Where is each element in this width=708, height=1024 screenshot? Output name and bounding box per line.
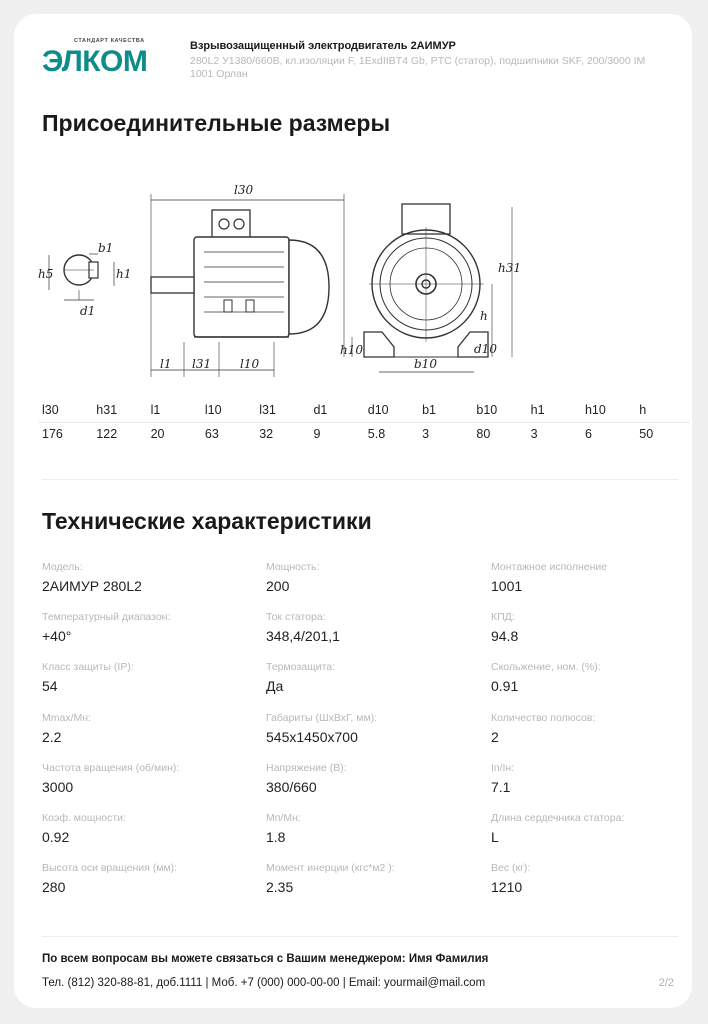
label-l1: l1	[160, 357, 172, 371]
dim-header: l1	[147, 398, 201, 423]
spec-label: Mп/Mн:	[266, 812, 301, 824]
spec-label: Скольжение, ном. (%):	[491, 661, 601, 673]
spec-ip-class	[42, 661, 134, 694]
label-h1: h1	[116, 267, 132, 281]
label-l30: l30	[234, 183, 254, 197]
spec-voltage	[266, 762, 347, 795]
section-divider	[42, 479, 678, 480]
spec-label: Мощность:	[266, 561, 320, 573]
label-h10: h10	[340, 343, 363, 357]
spec-core-length	[491, 812, 624, 845]
spec-value: 2.35	[266, 879, 294, 895]
dim-value: 20	[150, 427, 165, 441]
spec-value: 0.91	[491, 678, 519, 694]
spec-label: КПД:	[491, 611, 515, 623]
spec-thermal-protection	[266, 661, 335, 694]
spec-label: Ток статора:	[266, 611, 326, 623]
spec-value: 3000	[42, 779, 74, 795]
spec-value: 1210	[491, 879, 523, 895]
spec-label: Iп/Iн:	[491, 762, 515, 774]
dim-header: h1	[527, 398, 581, 423]
dim-value: 6	[584, 427, 592, 441]
spec-value: 1.8	[266, 829, 286, 845]
specs-heading: Технические характеристики	[42, 508, 372, 534]
dimensions-value-row	[38, 423, 690, 446]
spec-efficiency	[491, 611, 518, 644]
spec-dimensions	[266, 712, 377, 745]
label-l10: l10	[240, 357, 260, 371]
dimensions-table	[38, 398, 690, 445]
spec-value: 0.92	[42, 829, 70, 845]
dim-value: 9	[313, 427, 321, 441]
spec-value: 1001	[491, 578, 523, 594]
label-d1: d1	[80, 304, 96, 318]
spec-value: 7.1	[491, 779, 511, 795]
dim-header: b1	[418, 398, 472, 423]
spec-model	[42, 561, 142, 594]
spec-inertia	[266, 862, 395, 895]
spec-value: 545x1450x700	[266, 729, 358, 745]
spec-value: 200	[266, 578, 290, 594]
product-title: Взрывозащищенный электродвигатель 2АИМУР	[190, 40, 456, 52]
dim-header: h	[635, 398, 689, 423]
spec-label: Момент инерции (кгс*м2 ):	[266, 862, 395, 874]
spec-value: 2.2	[42, 729, 62, 745]
label-l31: l31	[192, 357, 212, 371]
motor-dimension-drawing	[34, 172, 521, 382]
document-page	[14, 14, 692, 1008]
dim-value: 50	[639, 427, 654, 441]
spec-label: Mmax/Mн:	[42, 712, 91, 724]
label-h5: h5	[38, 267, 54, 281]
dim-header: h10	[581, 398, 635, 423]
dim-header: d1	[309, 398, 363, 423]
dim-value: 176	[42, 427, 63, 441]
dim-value: 122	[96, 427, 118, 441]
spec-label: Габариты (ШхВхГ, мм):	[266, 712, 378, 724]
spec-value: 94.8	[491, 628, 519, 644]
spec-axis-height	[42, 862, 177, 895]
spec-label: Частота вращения (об/мин):	[42, 762, 180, 774]
footer-contact: По всем вопросам вы можете связаться с Вашим менеджером: Имя Фамилия	[42, 953, 489, 965]
spec-label: Длина сердечника статора:	[491, 812, 625, 824]
spec-label: Вес (кг):	[491, 862, 531, 874]
label-b10: b10	[414, 357, 437, 371]
spec-value: 2АИМУР 280L2	[42, 578, 142, 594]
spec-mp-mn	[266, 812, 301, 845]
spec-label: Высота оси вращения (мм):	[42, 862, 178, 874]
dimensions-heading: Присоединительные размеры	[42, 110, 391, 136]
label-h31: h31	[498, 261, 521, 275]
spec-label: Класс защиты (IP):	[42, 661, 134, 673]
dim-header: l10	[201, 398, 255, 423]
dim-value: 5.8	[367, 427, 386, 441]
dim-value: 32	[259, 427, 274, 441]
footer-phones: Тел. (812) 320-88-81, доб.1111 | Моб. +7 (000) 000-00-00 | Email: yourmail@mail.com	[42, 977, 486, 989]
dim-value: 3	[422, 427, 430, 441]
spec-value: 348,4/201,1	[266, 628, 340, 644]
motor-side-view	[151, 194, 344, 377]
spec-value: Да	[266, 678, 284, 694]
spec-mmax-mn	[42, 712, 91, 745]
dim-header: l30	[38, 398, 92, 423]
spec-ip-in	[491, 762, 514, 795]
spec-label: Температурный диапазон:	[42, 611, 171, 623]
label-d10: d10	[474, 342, 497, 356]
spec-value: 2	[491, 729, 499, 745]
spec-label: Напряжение (В):	[266, 762, 347, 774]
label-b1: b1	[98, 241, 114, 255]
spec-value: 54	[42, 678, 58, 694]
spec-weight	[491, 862, 530, 895]
footer-divider	[42, 936, 678, 937]
spec-value: 380/660	[266, 779, 317, 795]
dim-header: d10	[364, 398, 418, 423]
spec-value: +40°	[42, 628, 72, 644]
page-number: 2/2	[658, 977, 674, 989]
spec-mounting	[491, 561, 607, 594]
spec-label: Модель:	[42, 561, 83, 573]
spec-label: Количество полюсов:	[491, 712, 596, 724]
spec-rpm	[42, 762, 179, 795]
elkom-logo	[42, 38, 162, 82]
spec-power	[266, 561, 319, 594]
spec-stator-current	[266, 611, 340, 644]
spec-temperature	[42, 611, 170, 644]
dim-value: 63	[204, 427, 219, 441]
dim-header: l31	[255, 398, 309, 423]
dim-header: b10	[472, 398, 526, 423]
logo-wordmark: ЭЛКОМ	[42, 45, 148, 78]
spec-label: Термозащита:	[266, 661, 336, 673]
spec-label: Коэф. мощности:	[42, 812, 126, 824]
logo-tagline: СТАНДАРТ КАЧЕСТВА	[74, 38, 145, 44]
dim-value: 80	[476, 427, 491, 441]
shaft-section-view	[49, 254, 114, 300]
label-h: h	[480, 309, 488, 323]
spec-value: 280	[42, 879, 66, 895]
spec-label: Монтажное исполнение	[491, 561, 608, 573]
spec-value: L	[491, 829, 499, 845]
dim-value: 3	[530, 427, 538, 441]
dimensions-header-row	[38, 398, 690, 423]
dim-header: h31	[92, 398, 146, 423]
spec-slip	[491, 661, 601, 694]
product-subtitle: 280L2 У1380/660В, кл.изоляции F, 1ExdIIBT4 Gb, PTC (статор), подшипники SKF, 200/3000 IM 1001 Орлан	[190, 55, 646, 80]
spec-poles	[491, 712, 595, 745]
spec-power-factor	[42, 812, 126, 845]
